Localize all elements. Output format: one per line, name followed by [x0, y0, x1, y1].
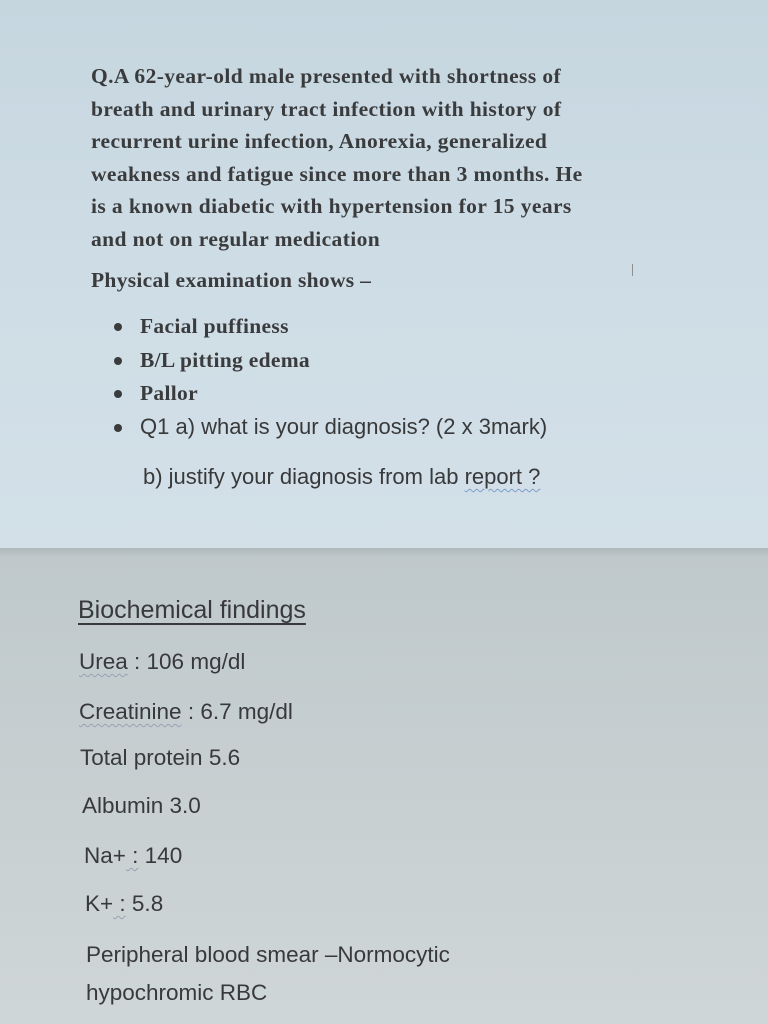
- urea-row: [79, 645, 245, 679]
- question-1b: [143, 459, 540, 495]
- biochemical-heading: Biochemical findings: [78, 596, 306, 624]
- question-line: breath and urinary tract infection with history of: [91, 96, 562, 121]
- potassium-value: 5.8: [125, 891, 164, 916]
- total-protein-row: Total protein 5.6: [80, 745, 241, 770]
- peripheral-smear: [86, 936, 646, 1012]
- question-line: is a known diabetic with hypertension for 15 years: [91, 194, 572, 218]
- smear-line: Peripheral blood smear –Normocytic: [86, 942, 450, 967]
- potassium-separator: :: [113, 891, 126, 916]
- exam-heading: Physical examination shows –: [91, 268, 372, 292]
- list-item: [110, 344, 310, 378]
- urea-value: : 106 mg/dl: [127, 649, 246, 674]
- question-1a-text: Q1 a) what is your diagnosis? (2 x 3mark): [140, 414, 548, 439]
- finding-text: Facial puffiness: [140, 314, 289, 338]
- question-line: weakness and fatigue since more than 3 months. He: [91, 161, 583, 186]
- sodium-value: 140: [138, 843, 183, 868]
- bullet-icon: [114, 323, 122, 331]
- creatinine-row: [79, 695, 293, 729]
- list-item: [110, 377, 310, 411]
- sodium-label: Na+: [84, 843, 126, 868]
- smear-line: hypochromic RBC: [86, 980, 268, 1005]
- potassium-label: K+: [85, 891, 114, 916]
- question-line: Q.A 62-year-old male presented with shortness of: [91, 64, 562, 88]
- sodium-separator: :: [125, 843, 139, 868]
- case-question: [91, 60, 701, 255]
- sodium-row: [84, 839, 182, 873]
- bullet-icon: [114, 424, 122, 432]
- question-line: recurrent urine infection, Anorexia, generalized: [91, 129, 548, 153]
- question-1b-underlined: report ?: [464, 464, 541, 489]
- albumin-row: Albumin 3.0: [82, 793, 201, 818]
- finding-text: Pallor: [140, 381, 198, 405]
- urea-label: Urea: [79, 649, 128, 674]
- bullet-icon: [114, 390, 122, 398]
- question-1b-text: b) justify your diagnosis from lab: [143, 464, 465, 489]
- bullet-icon: [114, 357, 122, 365]
- creatinine-value: : 6.7 mg/dl: [181, 699, 293, 724]
- list-item: [110, 310, 310, 344]
- creatinine-label: Creatinine: [79, 699, 182, 724]
- question-line: and not on regular medication: [91, 226, 381, 251]
- exam-findings-list: [110, 310, 310, 411]
- finding-text: B/L pitting edema: [140, 347, 310, 372]
- question-1a: [110, 409, 547, 445]
- potassium-row: [85, 887, 163, 921]
- text-cursor-mark: [632, 264, 633, 276]
